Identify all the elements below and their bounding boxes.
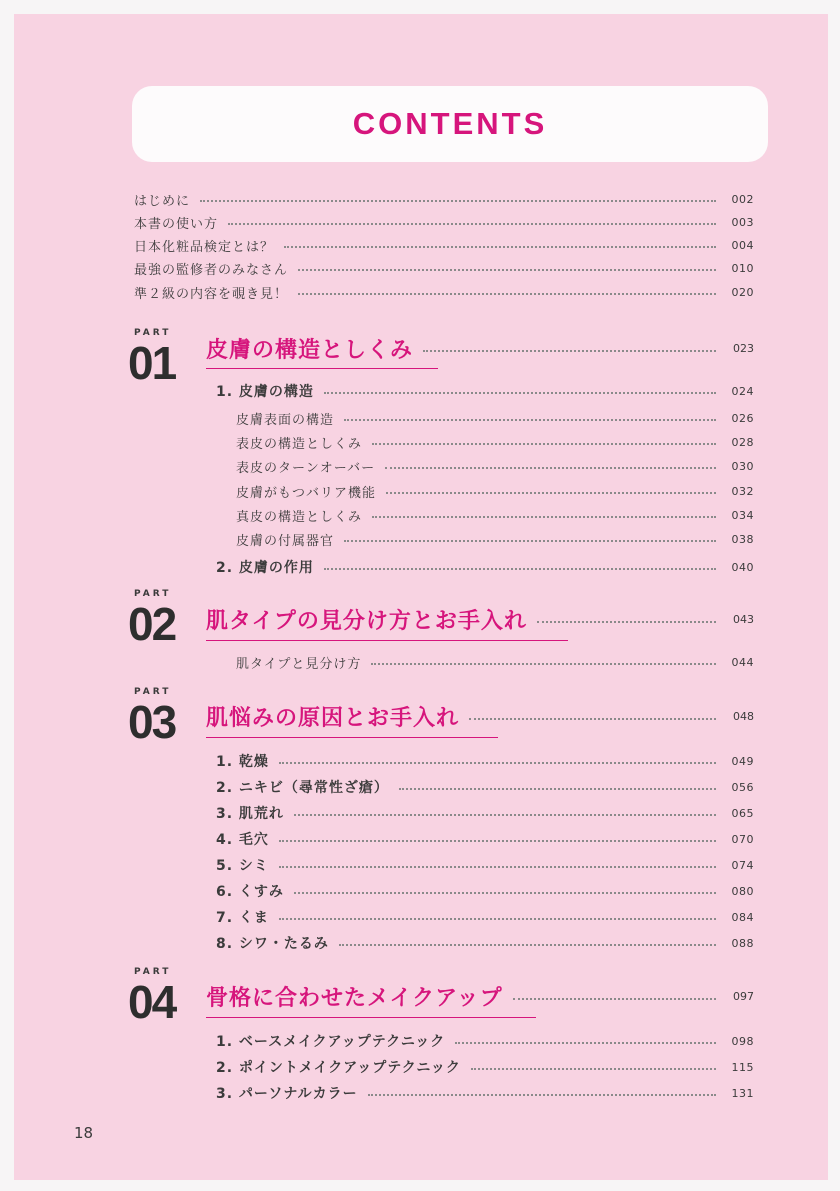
toc-entry-label: はじめに: [134, 193, 191, 209]
toc-entry-page: 034: [731, 508, 754, 522]
toc-entry-page: 088: [731, 936, 754, 950]
contents-title-box: [132, 86, 768, 162]
toc-entry[interactable]: [216, 556, 754, 578]
toc-entry-label: 6. くすみ: [216, 884, 284, 900]
leader-dots: [455, 1042, 716, 1044]
toc-entry[interactable]: [134, 188, 754, 210]
part-title: 皮膚の構造としくみ: [206, 337, 414, 363]
part-label: PART: [134, 328, 172, 338]
part-label: PART: [134, 967, 172, 977]
toc-entry-page: 131: [731, 1086, 754, 1100]
part-title: 肌悩みの原因とお手入れ: [206, 705, 460, 731]
part-heading[interactable]: [206, 699, 754, 733]
toc-entry-label: 皮膚の付属器官: [236, 533, 335, 549]
part-page: 097: [733, 989, 754, 1003]
part-page: 043: [733, 612, 754, 626]
toc-entry-page: 098: [731, 1034, 754, 1048]
toc-entry[interactable]: [236, 651, 754, 673]
toc-entry-label: 本書の使い方: [134, 216, 219, 232]
part-heading[interactable]: [206, 979, 754, 1013]
toc-entry-label: 1. 乾燥: [216, 754, 269, 770]
leader-dots: [298, 269, 716, 271]
toc-entry-label: 2. ニキビ（尋常性ざ瘡）: [216, 780, 389, 796]
toc-entry-page: 080: [731, 884, 754, 898]
toc-entry[interactable]: [216, 380, 754, 402]
toc-entry-label: 8. シワ・たるみ: [216, 936, 329, 952]
part-number: 01: [128, 337, 176, 389]
toc-entry-page: 074: [731, 858, 754, 872]
toc-entry[interactable]: [134, 234, 754, 256]
contents-page: [14, 14, 828, 1180]
leader-dots: [284, 246, 716, 248]
leader-dots: [324, 392, 716, 394]
toc-entry-label: 2. 皮膚の作用: [216, 560, 314, 576]
part-heading[interactable]: [206, 331, 754, 365]
leader-dots: [469, 718, 716, 720]
toc-entry-label: 皮膚表面の構造: [236, 412, 335, 428]
part-label: PART: [134, 687, 172, 697]
part-number: 02: [128, 598, 176, 650]
toc-entry-label: 表皮の構造としくみ: [236, 436, 363, 452]
leader-dots: [372, 516, 716, 518]
toc-entry-page: 028: [731, 435, 754, 449]
leader-dots: [324, 568, 716, 570]
toc-entry[interactable]: [216, 802, 754, 824]
toc-entry-page: 049: [731, 754, 754, 768]
leader-dots: [298, 293, 716, 295]
toc-entry[interactable]: [216, 906, 754, 928]
toc-entry-label: 3. 肌荒れ: [216, 806, 284, 822]
toc-entry[interactable]: [236, 431, 754, 453]
toc-entry-label: 皮膚がもつバリア機能: [236, 485, 377, 501]
leader-dots: [344, 419, 716, 421]
toc-entry-page: 003: [731, 215, 754, 229]
leader-dots: [423, 350, 716, 352]
leader-dots: [371, 663, 716, 665]
toc-entry-label: 準２級の内容を覗き見！: [134, 286, 289, 302]
toc-entry-label: 日本化粧品検定とは？: [134, 239, 275, 255]
leader-dots: [386, 492, 716, 494]
leader-dots: [279, 918, 716, 920]
toc-entry-label: 7. くま: [216, 910, 269, 926]
leader-dots: [339, 944, 716, 946]
part-title-underline: [206, 368, 438, 369]
toc-entry-page: 065: [731, 806, 754, 820]
toc-entry[interactable]: [216, 828, 754, 850]
leader-dots: [344, 540, 716, 542]
toc-entry[interactable]: [216, 750, 754, 772]
page-title: CONTENTS: [352, 106, 548, 141]
toc-entry[interactable]: [216, 854, 754, 876]
toc-entry-label: 表皮のターンオーバー: [236, 460, 376, 476]
toc-entry-label: 3. パーソナルカラー: [216, 1086, 358, 1102]
toc-entry[interactable]: [216, 1082, 754, 1104]
toc-entry[interactable]: [216, 880, 754, 902]
toc-entry[interactable]: [134, 281, 754, 303]
toc-entry-page: 032: [731, 484, 754, 498]
toc-entry-page: 044: [731, 655, 754, 669]
toc-entry-page: 004: [731, 238, 754, 252]
toc-entry[interactable]: [216, 1056, 754, 1078]
page-number: 18: [74, 1124, 94, 1142]
part-heading[interactable]: [206, 602, 754, 636]
leader-dots: [200, 200, 716, 202]
toc-entry-label: 1. ベースメイクアップテクニック: [216, 1034, 446, 1050]
toc-entry[interactable]: [236, 407, 754, 429]
toc-entry-page: 026: [731, 411, 754, 425]
toc-entry-page: 030: [731, 459, 754, 473]
toc-entry-label: 5. シミ: [216, 858, 269, 874]
leader-dots: [294, 892, 716, 894]
toc-entry[interactable]: [216, 776, 754, 798]
part-number: 03: [128, 696, 176, 748]
toc-entry-label: 真皮の構造としくみ: [236, 509, 363, 525]
toc-entry[interactable]: [216, 1030, 754, 1052]
part-title-underline: [206, 640, 568, 641]
toc-entry-label: 最強の監修者のみなさん: [134, 262, 289, 278]
toc-entry-page: 010: [731, 261, 754, 275]
toc-entry-page: 056: [731, 780, 754, 794]
part-title: 骨格に合わせたメイクアップ: [206, 985, 503, 1011]
part-label: PART: [134, 589, 172, 599]
toc-entry[interactable]: [236, 528, 754, 550]
part-page: 023: [733, 341, 754, 355]
toc-entry-page: 038: [731, 532, 754, 546]
toc-entry-page: 070: [731, 832, 754, 846]
toc-entry[interactable]: [236, 480, 754, 502]
leader-dots: [537, 621, 716, 623]
leader-dots: [294, 814, 716, 816]
leader-dots: [279, 866, 716, 868]
leader-dots: [399, 788, 716, 790]
toc-entry-label: 肌タイプと見分け方: [236, 656, 362, 672]
part-page: 048: [733, 709, 754, 723]
leader-dots: [279, 840, 716, 842]
toc-entry-page: 002: [731, 192, 754, 206]
toc-entry-page: 020: [731, 285, 754, 299]
toc-entry[interactable]: [134, 211, 754, 233]
leader-dots: [385, 467, 716, 469]
leader-dots: [228, 223, 716, 225]
leader-dots: [368, 1094, 716, 1096]
toc-entry-page: 084: [731, 910, 754, 924]
leader-dots: [279, 762, 716, 764]
leader-dots: [513, 998, 716, 1000]
toc-entry-page: 115: [731, 1060, 754, 1074]
toc-entry-page: 024: [731, 384, 754, 398]
toc-entry[interactable]: [134, 257, 754, 279]
part-title-underline: [206, 737, 498, 738]
toc-entry-label: 1. 皮膚の構造: [216, 384, 314, 400]
part-number: 04: [128, 976, 176, 1028]
toc-entry-label: 4. 毛穴: [216, 832, 269, 848]
toc-entry[interactable]: [236, 455, 754, 477]
leader-dots: [372, 443, 716, 445]
toc-entry-label: 2. ポイントメイクアップテクニック: [216, 1060, 461, 1076]
toc-entry[interactable]: [236, 504, 754, 526]
toc-entry[interactable]: [216, 932, 754, 954]
leader-dots: [471, 1068, 716, 1070]
toc-entry-page: 040: [731, 560, 754, 574]
part-title-underline: [206, 1017, 536, 1018]
part-title: 肌タイプの見分け方とお手入れ: [206, 608, 527, 634]
